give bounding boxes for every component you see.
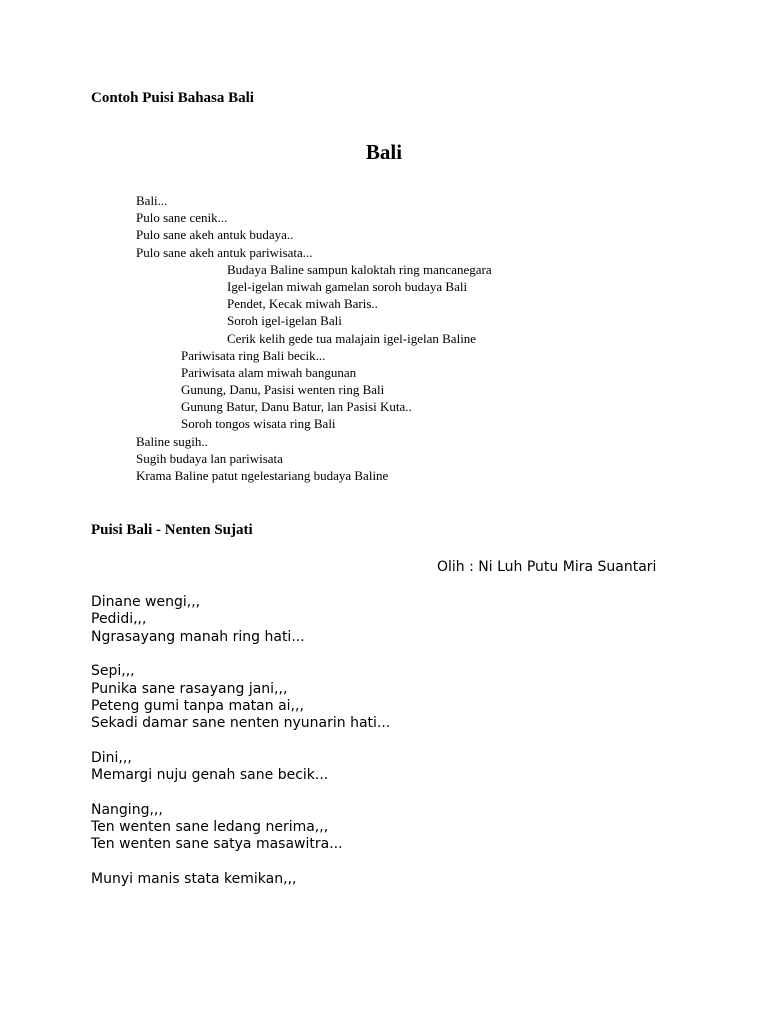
poem-line: Pulo sane cenik... <box>136 210 228 226</box>
poem-line: Munyi manis stata kemikan,,, <box>91 870 297 887</box>
poem-line: Ngrasayang manah ring hati... <box>91 628 305 645</box>
poem-line: Baline sugih.. <box>136 433 208 449</box>
poem-stanza <box>91 663 731 733</box>
poem-line: Soroh igel-igelan Bali <box>227 313 342 329</box>
poem-line: Sekadi damar sane nenten nyunarin hati... <box>91 715 391 732</box>
poem-line: Cerik kelih gede tua malajain igel-igelan Baline <box>227 330 477 346</box>
poem-title: Bali <box>365 140 403 164</box>
poem-author: Olih : Ni Luh Putu Mira Suantari <box>437 559 657 575</box>
poem-line: Peteng gumi tanpa matan ai,,, <box>91 697 304 714</box>
poem-line: Bali... <box>136 193 168 208</box>
poem-line: Dinane wengi,,, <box>91 594 201 610</box>
poem-line: Pariwisata ring Bali becik... <box>181 347 326 363</box>
poem-nenten-sujati <box>91 594 731 905</box>
poem-line: Sepi,,, <box>91 663 135 680</box>
poem-stanza <box>91 802 731 854</box>
poem-line: Gunung Batur, Danu Batur, lan Pasisi Kuta.. <box>181 399 412 415</box>
poem-line: Sugih budaya lan pariwisata <box>136 450 283 466</box>
poem-line: Igel-igelan miwah gamelan soroh budaya Bali <box>227 278 468 294</box>
poem-line: Pulo sane akeh antuk budaya.. <box>136 227 294 243</box>
poem-line: Pariwisata alam miwah bangunan <box>181 364 357 380</box>
poem-stanza <box>91 594 731 646</box>
poem-line: Nanging,,, <box>91 801 163 818</box>
section-heading-2: Puisi Bali - Nenten Sujati <box>91 522 253 538</box>
poem-line: Pendet, Kecak miwah Baris.. <box>227 296 378 312</box>
poem-line: Ten wenten sane ledang nerima,,, <box>91 818 329 835</box>
poem-line: Pulo sane akeh antuk pariwisata... <box>136 244 313 260</box>
poem-line: Punika sane rasayang jani,,, <box>91 680 288 697</box>
poem-line: Gunung, Danu, Pasisi wenten ring Bali <box>181 382 385 398</box>
section-heading-1: Contoh Puisi Bahasa Bali <box>91 90 254 106</box>
poem-line: Soroh tongos wisata ring Bali <box>181 416 336 432</box>
poem-line: Budaya Baline sampun kaloktah ring mancanegara <box>227 261 492 277</box>
poem-line: Pedidi,,, <box>91 611 147 628</box>
poem-bali <box>0 192 768 484</box>
poem-line: Krama Baline patut ngelestariang budaya Baline <box>136 468 389 483</box>
poem-stanza <box>91 750 731 785</box>
poem-line: Memargi nuju genah sane becik... <box>91 767 329 784</box>
poem-stanza <box>91 871 731 888</box>
poem-line: Ten wenten sane satya masawitra... <box>91 836 343 853</box>
poem-line: Dini,,, <box>91 749 132 766</box>
